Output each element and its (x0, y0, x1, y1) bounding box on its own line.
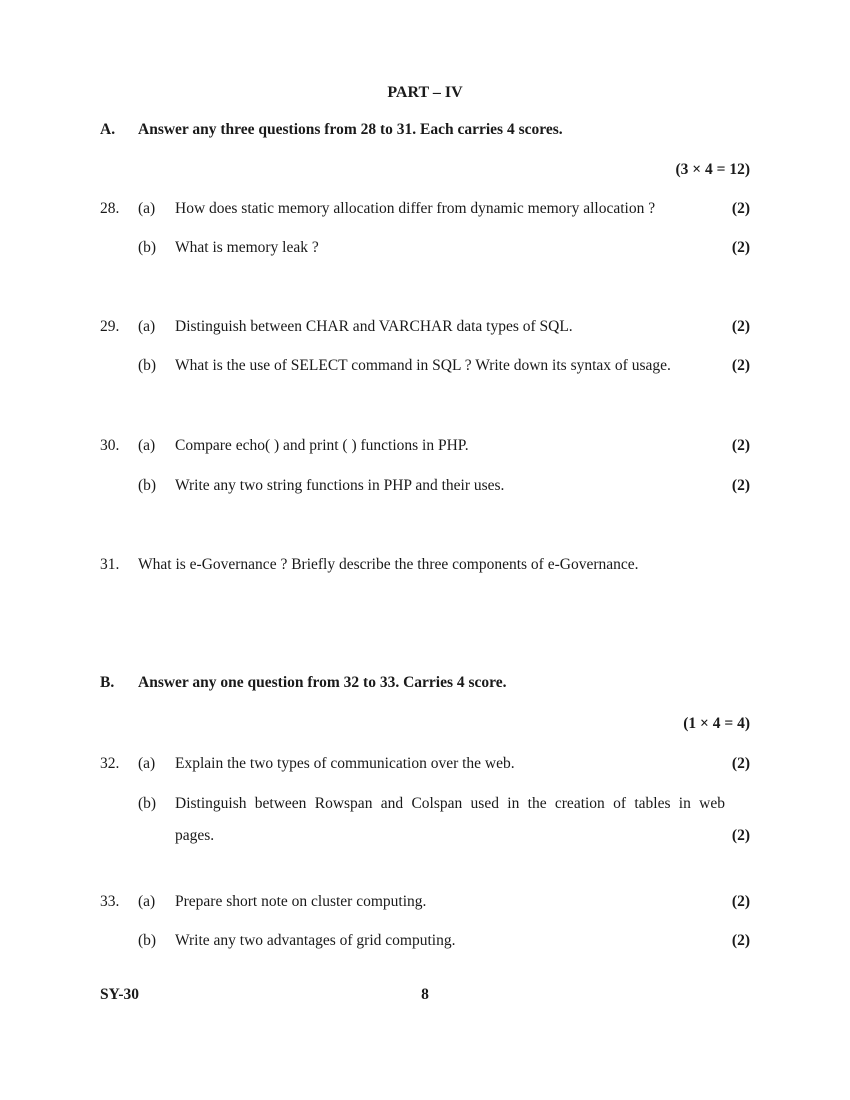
question-33a-label: (a) (138, 893, 156, 910)
question-28b-marks: (2) (731, 239, 750, 256)
question-29a-marks: (2) (731, 318, 750, 335)
section-b-label: B. (100, 674, 115, 691)
section-b-instruction: Answer any one question from 32 to 33. Carries 4 score. (138, 674, 507, 691)
question-29a-label: (a) (138, 318, 156, 335)
question-32a-text: Explain the two types of communication over the web. (175, 755, 515, 772)
question-28b-label: (b) (138, 239, 157, 256)
question-33b-label: (b) (138, 932, 157, 949)
question-32b-marks: (2) (731, 827, 750, 844)
question-32a-label: (a) (138, 755, 156, 772)
section-b-score-formula: (1 × 4 = 4) (683, 715, 750, 732)
question-33a-text: Prepare short note on cluster computing. (175, 893, 427, 910)
question-29b-label: (b) (138, 357, 157, 374)
question-32-number: 32. (100, 755, 120, 772)
question-33a-marks: (2) (731, 893, 750, 910)
question-30-number: 30. (100, 437, 120, 454)
question-30a-label: (a) (138, 437, 156, 454)
question-29b-marks: (2) (731, 357, 750, 374)
question-28b-text: What is memory leak ? (175, 239, 319, 256)
section-a-score-formula: (3 × 4 = 12) (675, 161, 750, 178)
question-32b-label: (b) (138, 795, 157, 812)
question-28a-marks: (2) (731, 200, 750, 217)
question-29b-text: What is the use of SELECT command in SQL ? Write down its syntax of usage. (175, 357, 671, 374)
section-a-label: A. (100, 121, 116, 138)
part-title: PART – IV (387, 84, 463, 101)
question-29-number: 29. (100, 318, 120, 335)
question-29a-text: Distinguish between CHAR and VARCHAR data types of SQL. (175, 318, 573, 335)
question-28a-text: How does static memory allocation differ from dynamic memory allocation ? (175, 200, 656, 217)
question-30a-marks: (2) (731, 437, 750, 454)
question-31-text: What is e-Governance ? Briefly describe the three components of e-Governance. (138, 556, 639, 573)
question-33b-text: Write any two advantages of grid computing. (175, 932, 456, 949)
question-31-number: 31. (100, 556, 120, 573)
section-a-instruction: Answer any three questions from 28 to 31. Each carries 4 scores. (138, 121, 563, 138)
question-30a-text: Compare echo( ) and print ( ) functions in PHP. (175, 437, 469, 454)
question-32b-text-line1: Distinguish between Rowspan and Colspan used in the creation of tables in web (175, 795, 725, 812)
question-32a-marks: (2) (731, 755, 750, 772)
question-30b-text: Write any two string functions in PHP and their uses. (175, 477, 505, 494)
footer-page-number: 8 (421, 986, 429, 1003)
question-32b-text-line2: pages. (175, 827, 215, 844)
question-33b-marks: (2) (731, 932, 750, 949)
question-28a-label: (a) (138, 200, 156, 217)
question-33-number: 33. (100, 893, 120, 910)
question-28-number: 28. (100, 200, 120, 217)
footer-code: SY-30 (100, 986, 140, 1003)
question-30b-marks: (2) (731, 477, 750, 494)
question-30b-label: (b) (138, 477, 157, 494)
